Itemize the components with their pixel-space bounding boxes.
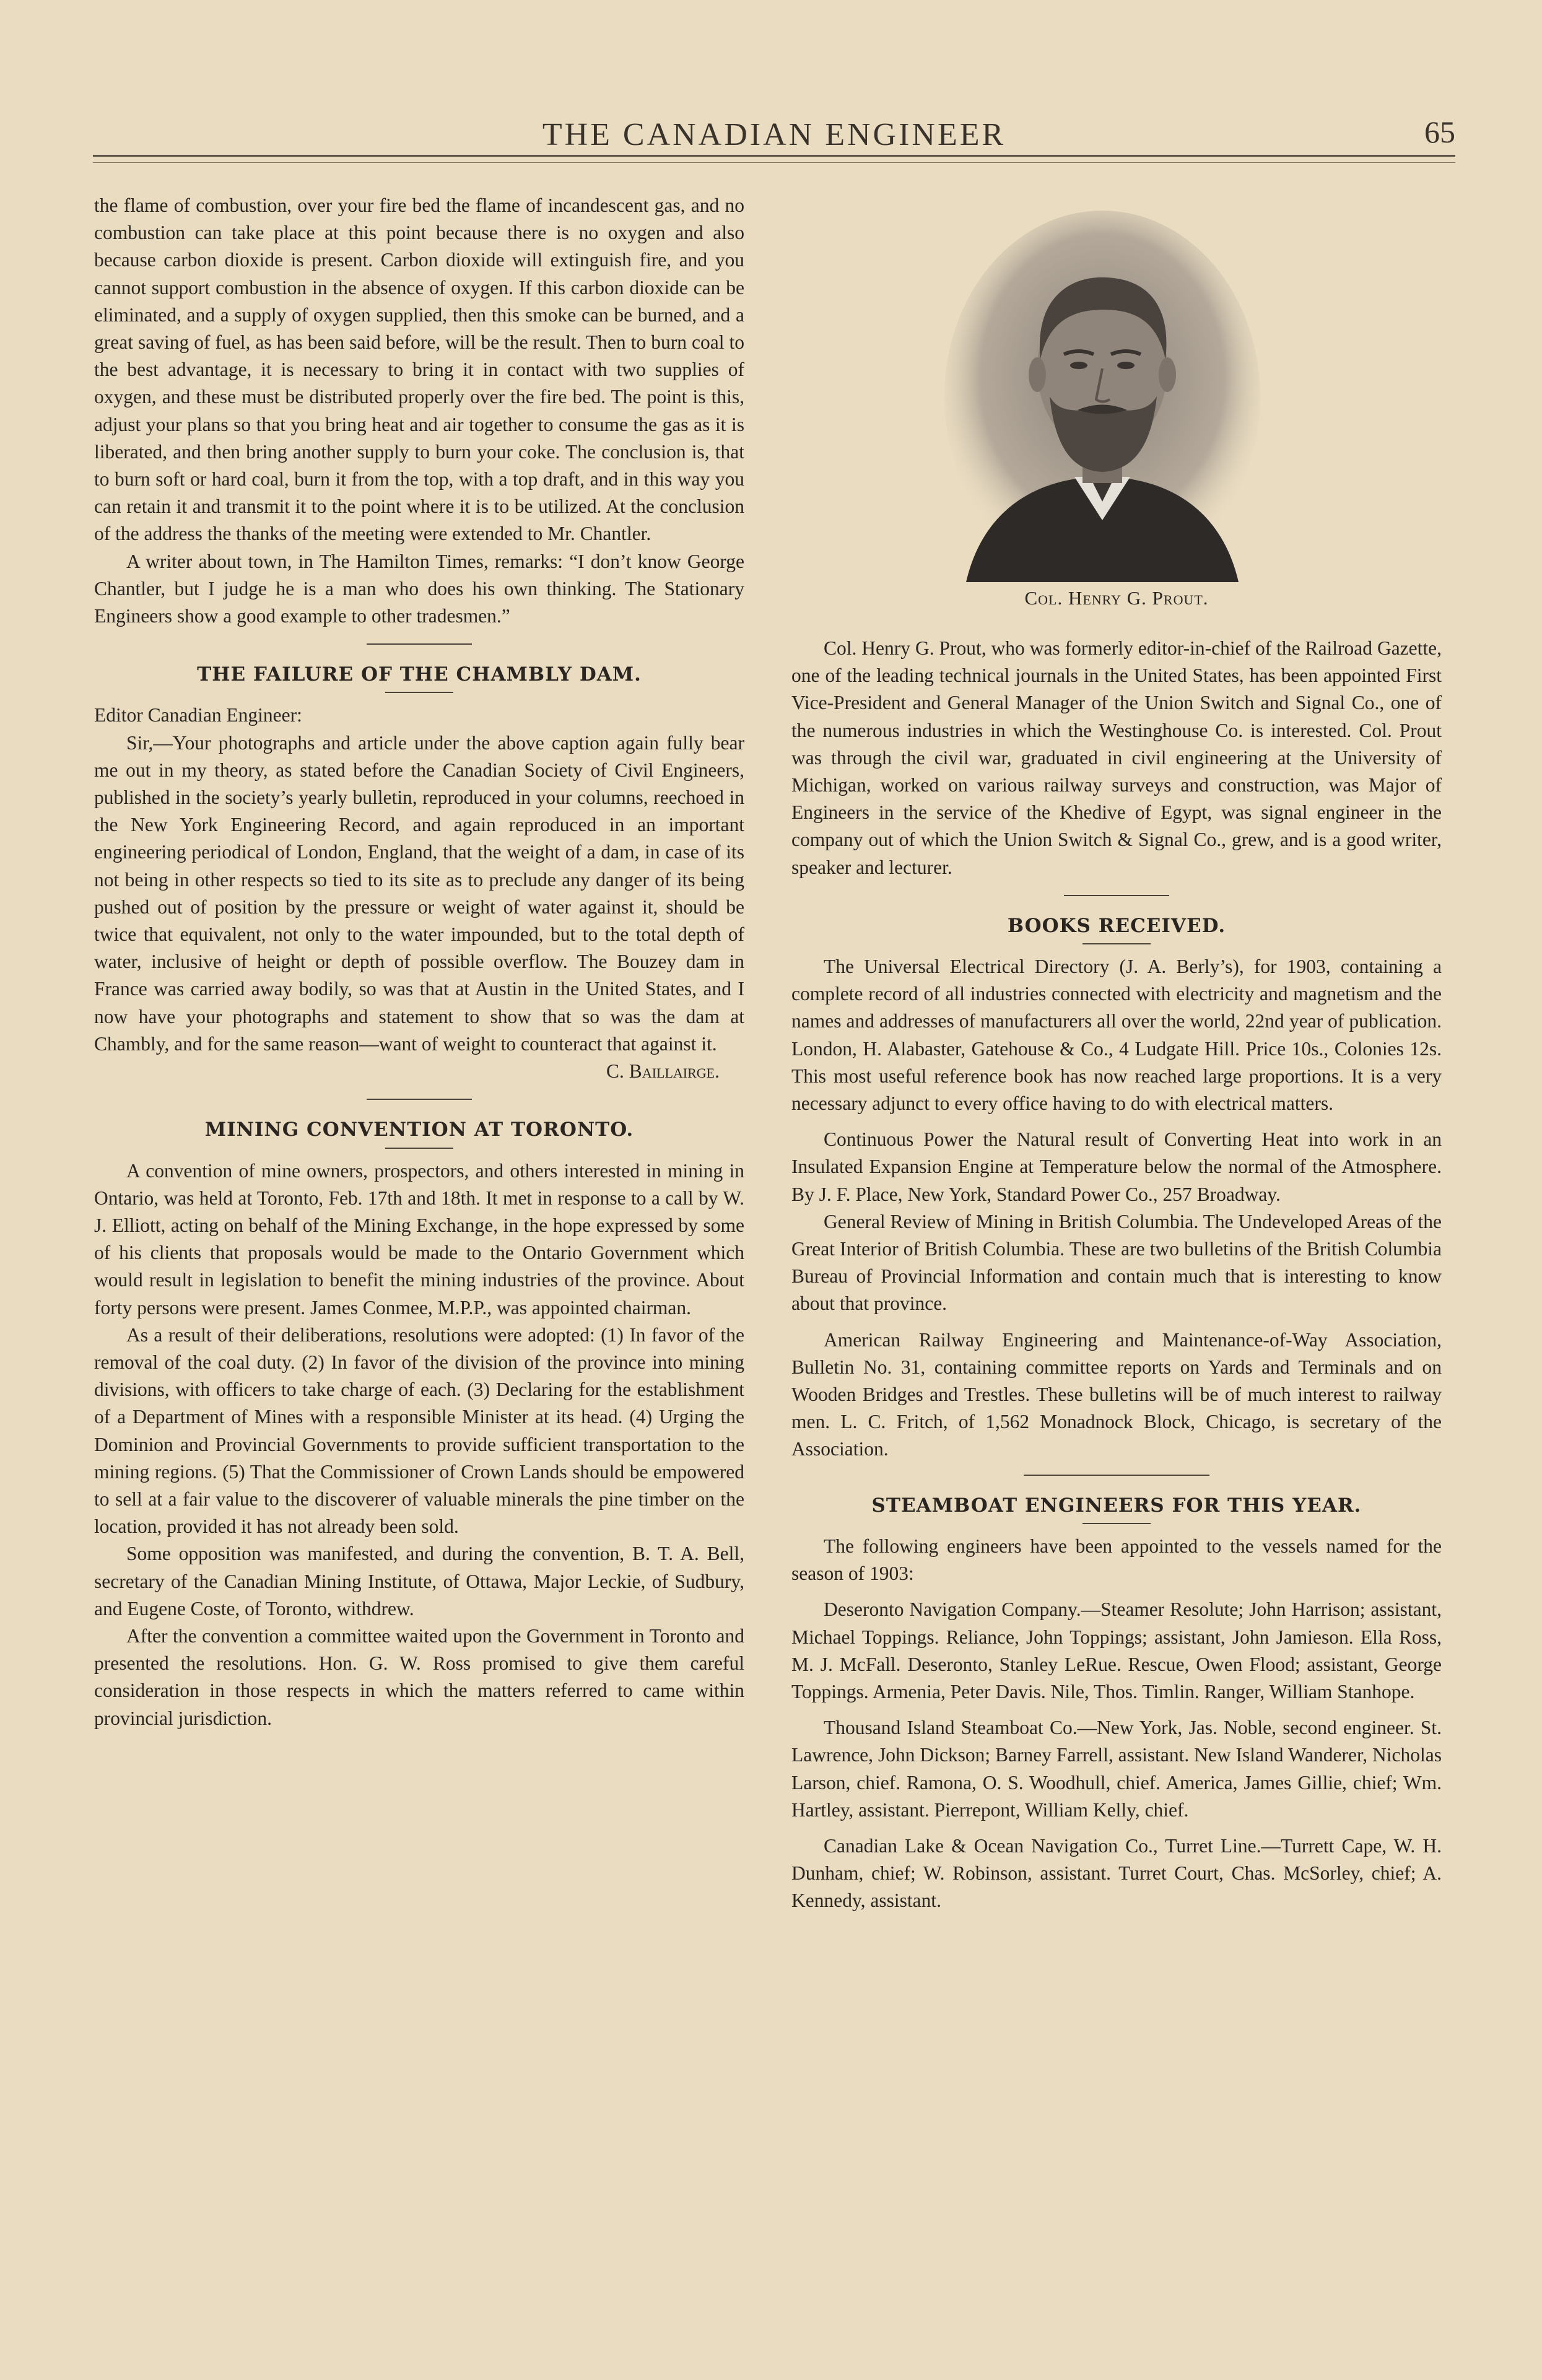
books-paragraph: General Review of Mining in British Columbia. The Undeveloped Areas of the Great Interior of British Columbia. These are two bulletins of the British Columbia Bureau of Provincial Information and contain much that is interesting to know about that province. — [791, 1210, 1442, 1315]
section-rule — [367, 1099, 472, 1100]
page-number: 65 — [1424, 115, 1455, 149]
steamboat-paragraph: Thousand Island Steamboat Co.—New York, Jas. Noble, second engineer. St. Lawrence, John Dickson; Barney Farrell, assistant. New Island Wanderer, Nicholas Larson, chief. Ramona, O. S. Woodhull, chief. America, James Gillie, chief; Wm. Hartley, assistant. Pierrepont, William Kelly, chief. — [791, 1717, 1442, 1821]
chambly-signature: C. Baillairge. — [606, 1060, 720, 1083]
section-rule — [1024, 1475, 1209, 1476]
left-column — [94, 192, 744, 1732]
mining-paragraph: As a result of their deliberations, resolutions were adopted: (1) In favor of the removal of the coal duty. (2) In favor of the division of the province into mining divisions, with officers to take charge of each. (3) Declaring for the establishment of a Department of Mines with a responsible Minister at its head. (4) Urging the Dominion and Provincial Governments to provide sufficient transportation to the mining regions. (5) That the Commissioner of Crown Lands should be empowered to sell at a fair value to the discoverer of valuable minerals the pine timber on the location, provided it has not already been sold. — [94, 1323, 744, 1538]
hamilton-times-paragraph: A writer about town, in The Hamilton Times, remarks: “I don’t know George Chantler, but I judge he is a man who does his own thinking. The Stationary Engineers show a good example to other tradesmen.” — [94, 550, 744, 627]
header-rule-thin — [93, 162, 1455, 163]
prout-paragraph: Col. Henry G. Prout, who was formerly editor-in-chief of the Railroad Gazette, one of the leading technical journals in the United States, has been appointed First Vice-President and General Manager of the Union Switch and Signal Co., one of the numerous industries in which the Westinghouse Co. is interested. Col. Prout was through the civil war, graduated in civil engineering at the University of Michigan, worked on various railway surveys and construction, was Major of Engineers in the service of the Khedive of Egypt, was signal engineer in the company out of which the Union Switch & Signal Co., grew, and is a good writer, speaker and lecturer. — [791, 637, 1442, 878]
books-paragraph: The Universal Electrical Directory (J. A. Berly’s), for 1903, containing a complete record of all industries connected with electricity and magnetism and the names and addresses of manufacturers all over the world, 22nd year of publication. London, H. Alabaster, Gatehouse & Co., 4 Ludgate Hill. Price 10s., Colonies 12s. This most useful reference book has now reached large proportions. It is a very necessary adjunct to every office having to do with electrical matters. — [791, 956, 1442, 1115]
chambly-signature-line — [94, 1058, 744, 1085]
mining-paragraph: After the convention a committee waited upon the Government in Toronto and presented the resolutions. Hon. G. W. Ross promised to give them careful consideration in those respects in which the matters referred to came within provincial jurisdiction. — [94, 1624, 744, 1729]
steamboat-paragraph: The following engineers have been appointed to the vessels named for the season of 1903: — [791, 1535, 1442, 1585]
section-rule — [367, 643, 472, 645]
running-header — [93, 105, 1455, 161]
books-paragraph: American Railway Engineering and Maintenance-of-Way Association, Bulletin No. 31, containing committee reports on Yards and Terminals and on Wooden Bridges and Trestles. These bulletins will be of much interest to railway men. L. C. Fritch, of 1,562 Monadnock Block, Chicago, is secretary of the Association. — [791, 1328, 1442, 1460]
section-rule — [1064, 895, 1169, 896]
portrait-caption: Col. Henry G. Prout. — [1024, 587, 1209, 609]
combustion-paragraph: the flame of combustion, over your fire bed the flame of incandescent gas, and no combustion can take place at this point because there is no oxygen and also because carbon dioxide is present. Carbon dioxide will extinguish fire, and you cannot support combustion in the absence of oxygen. If this carbon dioxide can be eliminated, and a supply of oxygen supplied, then this smoke can be burned, and a great saving of fuel, as has been said before, will be the result. Then to burn coal to the best advantage, it is necessary to bring it in contact with two supplies of oxygen, and these must be distributed properly over the fire bed. The point is this, adjust your plans so that you bring heat and air together to consume the gas as it is liberated, and then bring another supply to burn your coke. The conclusion is, that to burn soft or hard coal, burn it from the top, with a top draft, and in this way you can retain it and transmit it to the point where it is to be utilized. At the conclusion of the address the thanks of the meeting were extended to Mr. Chantler. — [94, 194, 744, 545]
steamboat-paragraph: Canadian Lake & Ocean Navigation Co., Turret Line.—Turrett Cape, W. H. Dunham, chief; W. Robinson, assistant. Turret Court, Chas. McSorley, chief; A. Kennedy, assistant. — [791, 1834, 1442, 1912]
books-heading: BOOKS RECEIVED. — [1007, 914, 1226, 937]
chambly-letter-body: Sir,—Your photographs and article under the above caption again fully bear me out in my theory, as stated before the Canadian Society of Civil Engineers, published in the society’s yearly bulletin, reproduced in your columns, reechoed in the New York Engineering Record, and again reproduced in an important engineering periodical of London, England, that the weight of a dam, in case of its not being in other respects so tied to its site as to preclude any danger of its being pushed out of position by the pressure or weight of water against it, should be twice that equivalent, not only to the water impounded, but to the total depth of water, inclusive of height or depth of possible overflow. The Bouzey dam in France was carried away bodily, so was that at Austin in the United States, and I now have your photographs and statement to show that so was the dam at Chambly, and for the same reason—want of weight to counteract that against it. — [94, 731, 744, 1055]
portrait-image — [941, 211, 1263, 588]
mining-heading: MINING CONVENTION AT TORONTO. — [204, 1118, 634, 1141]
chambly-heading: THE FAILURE OF THE CHAMBLY DAM. — [197, 663, 642, 686]
books-paragraph: Continuous Power the Natural result of Converting Heat into work in an Insulated Expansion Engine at Temperature below the normal of the Atmosphere. By J. F. Place, New York, Standard Power Co., 257 Broadway. — [791, 1128, 1442, 1205]
mining-paragraph: Some opposition was manifested, and during the convention, B. T. A. Bell, secretary of the Canadian Mining Institute, of Ottawa, Major Leckie, of Sudbury, and Eugene Coste, of Toronto, withdrew. — [94, 1543, 744, 1619]
steamboat-heading: STEAMBOAT ENGINEERS FOR THIS YEAR. — [871, 1494, 1362, 1517]
header-rule — [93, 155, 1455, 157]
chambly-salutation: Editor Canadian Engineer: — [94, 704, 302, 726]
steamboat-paragraph: Deseronto Navigation Company.—Steamer Resolute; John Harrison; assistant, Michael Toppings. Reliance, John Toppings; assistant, John Jamieson. Ella Ross, M. J. McFall. Deseronto, Stanley LeRue. Rescue, Owen Flood; assistant, George Toppings. Armenia, Peter Davis. Nile, Thos. Timlin. Ranger, William Stanhope. — [791, 1598, 1442, 1702]
right-column — [791, 635, 1442, 1915]
mining-paragraph: A convention of mine owners, prospectors, and others interested in mining in Ontario, was held at Toronto, Feb. 17th and 18th. It met in response to a call by W. J. Elliott, acting on behalf of the Mining Exchange, in the hope expressed by some of his clients that proposals would be made to the Ontario Government which would result in legislation to benefit the mining industries of the province. About forty persons were present. James Conmee, M.P.P., was appointed chairman. — [94, 1159, 744, 1319]
journal-title: THE CANADIAN ENGINEER — [542, 117, 1006, 152]
